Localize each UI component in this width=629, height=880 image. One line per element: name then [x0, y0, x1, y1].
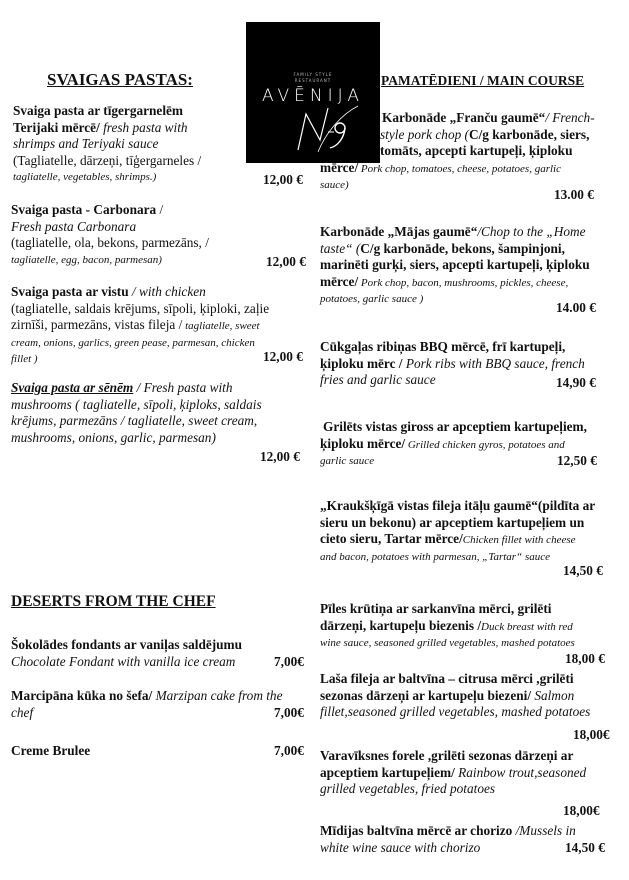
item-title-cont: Terijaki mērcē/ [13, 119, 100, 135]
item-title: Cūkgaļas ribiņas BBQ mērcē, frī kartupeļi, [320, 339, 566, 354]
logo-tagline-2: RESTAURANT [294, 78, 332, 83]
item-translation: Rainbow trout,seasoned [454, 764, 587, 780]
item-title-cont: sieru un bekonu) ar apceptiem kartupeļiem un [320, 514, 585, 530]
item-ingredients: C/g karbonāde, siers, [469, 126, 590, 142]
logo-wordmark: AVĒNIJA [262, 86, 364, 106]
item-translation-cont: fillet,seasoned grilled vegetables, mashed potatoes [320, 704, 591, 719]
item-ingredients-en-end: potatoes, garlic sauce ) [320, 293, 424, 305]
item-translation-cont: grilled vegetables, fried potatoes [320, 781, 496, 796]
item-sauce: mērce/ [320, 159, 359, 175]
item-translation-cont: and bacon, potatoes with parmesan, „Tartar“ sauce [320, 550, 551, 563]
item-translation: /Chop to the „Home [477, 224, 586, 239]
item-translation: / Fresh pasta with [133, 380, 233, 395]
item-ingredients-en: tagliatelle, vegetables, shrimps.) [13, 171, 157, 183]
item-ingredients-cont: tomāts, apcepti kartupeļi, ķiploku [380, 143, 573, 158]
item-price: 14,50 € [565, 840, 605, 855]
item-translation-cont: shrimps and Teriyaki sauce [13, 136, 159, 151]
dessert-title: Creme Brulee [11, 743, 91, 758]
item-title-cont: apceptiem kartupeļiem/ [320, 764, 455, 780]
dessert-price: 7,00€ [274, 705, 304, 720]
item-ingredients: (tagliatelle, ola, bekons, parmezāns, / [11, 235, 209, 250]
item-ingredients-en: tagliatelle, sweet [182, 320, 260, 332]
item-price: 14.00 € [556, 300, 596, 315]
item-ingredients: C/g karbonāde, bekons, šampinjoni, [360, 240, 565, 256]
item-translation-cont: fries and garlic sauce [320, 372, 436, 387]
item-ingredients-end: mushrooms, onions, garlic, parmesan) [11, 429, 216, 445]
menu-item [11, 380, 311, 446]
item-translation: Duck breast with red [481, 620, 573, 633]
item-translation: Chicken fillet with cheese [462, 534, 576, 546]
item-price: 12,00 € [263, 349, 303, 364]
item-title: Svaiga pasta ar tīgergarnelēm [13, 103, 184, 118]
desserts-heading: DESERTS FROM THE CHEF [11, 593, 216, 610]
menu-item [320, 671, 629, 721]
item-title-cont: dārzeņi, kartupeļu biezenis / [320, 617, 482, 633]
item-translation-cont: garlic sauce [320, 455, 375, 467]
item-sauce: cieto sieru, Tartar mērce/ [320, 531, 463, 546]
item-title: Karbonāde „Franču gaumē“ [382, 110, 546, 125]
item-title: Varavīksnes forele ,grilēti sezonas dārzeņi ar [320, 748, 574, 763]
menu-item [320, 748, 625, 798]
item-title-cont: ķiploku mērce/ [320, 435, 406, 451]
item-ingredients-en: Pork chop, tomatoes, cheese, potatoes, garlic [358, 162, 561, 175]
item-price: 18,00€ [563, 803, 600, 818]
menu-item [320, 498, 625, 565]
item-title: Mīdijas baltvīna mērcē ar chorizo [320, 823, 513, 838]
item-ingredients: mushrooms ( tagliatelle, sīpoli, ķiploks, saldais [11, 396, 262, 412]
item-title-cont: ķiploku mērc / [320, 355, 403, 371]
main-course-heading: PAMATĒDIENI / MAIN COURSE [381, 73, 585, 88]
menu-item [320, 110, 625, 194]
dessert-translation: Marzipan cake from the [152, 688, 283, 703]
menu-item [320, 224, 625, 308]
item-translation: /Mussels in [512, 823, 576, 838]
item-translation: / with chicken [128, 284, 206, 299]
item-price: 18,00 € [565, 651, 605, 666]
item-ingredients-en: Pork chop, bacon, mushrooms, pickles, cheese, [358, 276, 569, 289]
item-translation-cont: taste“ ( [320, 240, 361, 256]
item-translation-cont: style pork chop ( [380, 126, 469, 142]
item-ingredients: (Tagliatelle, dārzeņi, tīģergarneles / [13, 152, 202, 168]
item-title: Svaiga pasta - Carbonara [11, 202, 157, 217]
item-translation: / French- [545, 110, 595, 125]
item-translation: Fresh pasta Carbonara [11, 218, 137, 234]
dessert-item [11, 637, 311, 670]
item-price: 12,00 € [266, 254, 306, 269]
item-ingredients-en-end: sauce) [320, 179, 349, 191]
item-title: Laša fileja ar baltvīna – citrusa mērci ,grilēti [320, 671, 574, 686]
item-title: Karbonāde „Mājas gaumē“ [320, 224, 478, 239]
item-price: 12,50 € [557, 453, 597, 468]
item-price: 12,00 € [260, 449, 300, 464]
menu-item [320, 601, 625, 652]
dessert-title: Marcipāna kūka no šefa/ [11, 688, 153, 703]
item-translation-cont: white wine sauce with chorizo [320, 839, 481, 855]
item-price: 13.00 € [554, 187, 594, 202]
item-price: 14,90 € [556, 375, 596, 390]
dessert-translation: Chocolate Fondant with vanilla ice cream [11, 653, 236, 669]
item-title: Svaiga pasta ar sēnēm [11, 380, 134, 395]
item-price: 14,50 € [563, 563, 603, 578]
item-price: 12,00 € [263, 172, 303, 187]
item-translation: Pork ribs with BBQ sauce, french [402, 355, 585, 371]
item-translation: fresh pasta with [99, 119, 188, 135]
item-sauce: mērce/ [320, 273, 359, 289]
item-sep: / [156, 202, 164, 217]
dessert-item [11, 743, 211, 760]
item-translation-cont: wine sauce, seasoned grilled vegetables, mashed potatoes [320, 637, 575, 649]
item-ingredients-en-end: fillet ) [11, 353, 38, 365]
item-ingredients-en: tagliatelle, egg, bacon, parmesan) [11, 253, 162, 266]
dessert-title: Šokolādes fondants ar vaniļas saldējumu [11, 637, 243, 652]
item-title: Pīles krūtiņa ar sarkanvīna mērci, grilēti [320, 601, 552, 616]
dessert-item [11, 688, 316, 721]
logo-tagline-1: FAMILY STYLE [293, 72, 333, 77]
item-ingredients-cont: zirnīši, parmezāns, vistas fileja / [11, 317, 183, 332]
item-price: 18,00€ [573, 727, 610, 742]
item-title: „Kraukšķīgā vistas fileja itāļu gaumē“(pildīta ar [320, 498, 596, 513]
item-ingredients-cont: marinēti gurķi, siers, apcepti kartupeļi, ķiploku [320, 257, 590, 272]
item-title: Grilēts vistas giross ar apceptiem kartupeļiem, [323, 419, 587, 434]
dessert-price: 7,00€ [274, 743, 304, 758]
item-title: Svaiga pasta ar vistu [11, 284, 129, 299]
item-ingredients-en-cont: cream, onions, garlics, green pease, parmesan, chicken [11, 336, 255, 349]
dessert-price: 7,00€ [274, 654, 304, 669]
item-translation: Salmon [531, 687, 575, 703]
dessert-translation-cont: chef [11, 704, 34, 720]
item-ingredients-cont: krējums, parmezāns / tagliatelle, sweet cream, [11, 413, 258, 428]
item-translation: Grilled chicken gyros, potatoes and [405, 438, 565, 451]
item-ingredients: (tagliatelle, saldais krējums, sīpoli, ķiploki, zaļie [11, 300, 270, 316]
item-title-cont: sezonas dārzeņi ar kartupeļu biezeni/ [320, 687, 532, 703]
pasta-heading: SVAIGAS PASTAS: [47, 70, 193, 89]
